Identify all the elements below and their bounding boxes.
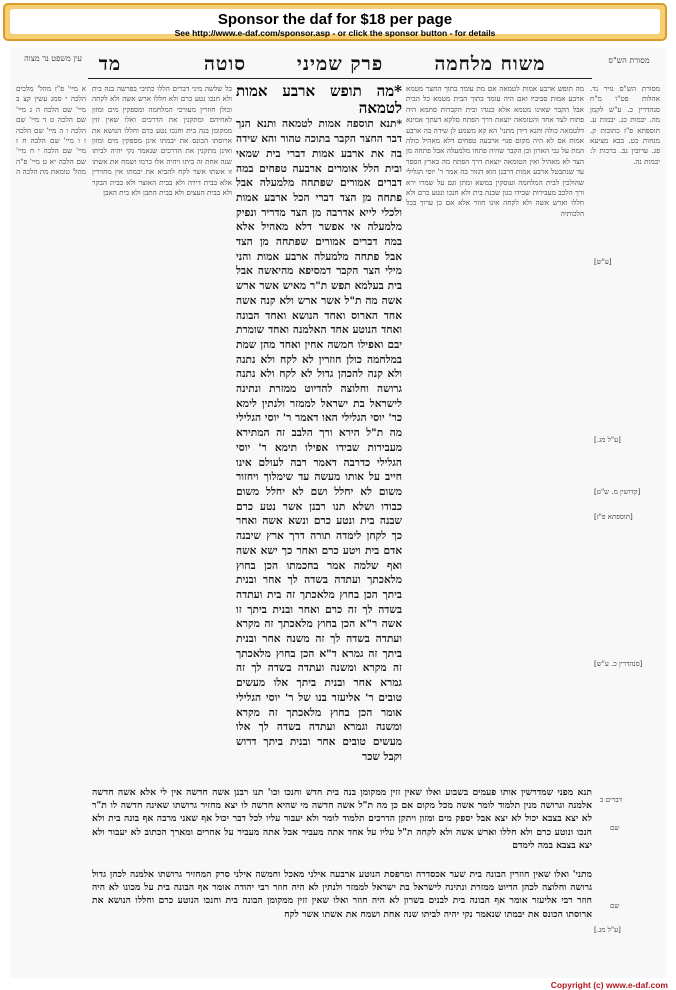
page-number: מד (98, 53, 122, 75)
gemara-column (236, 84, 402, 784)
sponsor-banner-title[interactable]: Sponsor the daf for $18 per page (217, 11, 453, 28)
masoret-heading: מסורת הש"ס (608, 56, 650, 65)
tosafot-column (92, 84, 232, 846)
talmud-page (10, 48, 666, 978)
tractate-name: סוטה (203, 53, 247, 75)
masoret-column (590, 84, 660, 864)
sponsor-banner[interactable] (3, 3, 667, 41)
ein-mishpat-column (16, 84, 86, 864)
margin-note: דברים כ (600, 796, 623, 804)
margin-note: [סנהדרין כ. ע"ש] (594, 660, 643, 668)
bottom-gemara-text: תנא מפני שמדרשין אותו פעמים בשבוע ואלו שאין זזין ממקומן בנה בית חדש וחנכו וכו' תנו רבנן אשה חדשה אין לי אלא אשה חדשה אלמנה וגרושה מנין תלמוד לומר אשה מכל מקום אם כן מה ת"ל אשה חדשה מי שהיא חדשה לו יצא מחזיר גרושתו שאינה חדשה לו ת"ר לא יצא בצבא יכול לא יצא אבל יספק מים ומזון ויתקן הדרכים תלמוד לומר ולא יעבור עליו לכל דבר יכול אף שאני מרבה אף בונה בית ולא חנכו ונוטע כרם ולא חללו וארש אשה ולא לקחה ת"ל עליו על אחד אתה מעביר אבל אתה מעביר על אחרים ומארך הכתוב לא יעבור ולא יצא בצבא במה לימדם (92, 787, 592, 851)
margin-note: [תוספתא פ"ז] (594, 513, 633, 521)
chapter-number: פרק שמיני (296, 53, 384, 75)
bottom-mishnah (92, 868, 592, 972)
masoret-text: מסורת הש"ס נזיר נד. אהלות פט"ו מ"ח סנהדרין כ. ע"ש לקמן מה. יבמות כג. יבמות ע. תוספתא פ"ז כתובות ק. מנחות כט. בבא מציעא פג. ערובין נב. ברכות ל: יבמות נה. (590, 84, 660, 166)
margin-note: [קדושין מ. ש"ט] (594, 488, 641, 496)
bottom-mishnah-text: מתני' ואלו שאין חוזרין הבונה בית שער אכסדרה ומרפסת הנוטע ארבעה אילני מאכל וחמשה אילני סרק המחזיר גרושתו אלמנה לכהן גדול גרושה וחלוצה לכהן הדיוט ממזרת ונתינה לישראל בת ישראל לממזר ולנתין לא היה חוזר רבי יהודה אומר אף הבונה בית על מכונו לא היה חוזר רבי אליעזר אומר אף הבונה בית לבנים בשרון לא היה חוזר ואלו שאין זזין ממקומן הבונה בית וחנכו הנוטע כרם וחללו הנושא את ארוסתו הכונס את יבמתו שנאמר נקי יהיה לביתו שנה אחת ושמח את אשתו אשר לקח (92, 869, 592, 920)
margin-note: [ע"ל מג.] (594, 436, 621, 444)
sponsor-banner-subtitle[interactable]: See http://www.e-daf.com/sponsor.asp - or click the sponsor button - for details (174, 28, 496, 38)
ein-mishpat-text: א מיי' פ"ז מהל' מלכים הלכה י סמג עשין קצ ב מיי' שם הלכה ה ג מיי' שם הלכה ט ד מיי' שם הלכה ו ה מיי' שם הלכה ז ו מיי' שם הלכה ח ז מיי' שם הלכה י ח מיי' שם הלכה יא ט מיי' פ"ה מהל' טומאת מת הלכה ה (16, 84, 86, 177)
margin-note: [ע"ל מג.] (594, 926, 621, 934)
gemara-opening: *מה תופש ארבע אמות לטמאה (236, 84, 402, 117)
chapter-name: משוח מלחמה (434, 53, 546, 75)
ein-mishpat-heading: עין משפט נר מצוה (24, 54, 82, 63)
margin-note: שם (610, 824, 620, 832)
header-rule (88, 78, 592, 79)
sponsor-banner-inner[interactable] (10, 9, 660, 38)
rashi-column (406, 84, 584, 846)
rashi-text: מה תופש ארבע אמות לטמאה אם מת עומד בתוך החצר מטמא ארבע אמות סביביו ואם היה עומד בתוך הבית מטמא כל הבית אבל הקבר שאינו מטמא אלא כנגדו ובית הקברות סתמא היה פתוח לצד אחד והטומאה יוצאת דרך הפתח סלקא דעתך אמינא דלטמאה כולה ותנא דידן מתני' הא קא משמע לן שידה בה ארבע אמות אם לא היה מקום פנוי ארבעה טפחים דלא מאהיל כולה המת על גבי הארון וכן הקבר שהיה פתחו מלמעלה אבל פתחה מן הצד לא מאהיל ואין הטומאה יוצאת דרך הפתח מה בארץ הספר עד שנתבטל ארבע אמות דרבנן הוא דגזור בה אמר ר' יוסי הגלילי שהולכין לבית המלחמה ועוסקין במשא ומתן וגם על שמרו ירא ורך הלבב מעבירות שבידו כגון שבנה בית ולא חנכו ונטע כרם ולא חללו וארש אשה ולא לקחה אינו חוזר אלא אם כן ערוך בכל הלכותיה (406, 84, 584, 218)
gemara-text: *תנא תוספה אמות לטמאה ותנא הנך דבר החצר הקבר בתוכה טהור והא שידה בה את ארבע אמות דברי בית שמאי ובית הלל אומרים ארבעה טפחים במה דברים אמורים שפתחה מלמעלה אבל פתחה מן הצד דברי הכל ארבע אמות ולכלי לייא אדרבה מן הצד מדריר ונפיק מלמעלה אי אפשר דלא מאהיל אלא במה דברים אמורים שפתחה מן הצד אבל פתחה מלמעלה ארבע אמות והני מילי הצר הקבר דמסיפא מהיאשה אבל בית בעלמא תפש ת"ר מאיש אשר ארש אשה מה ת"ל אשר ארש ולא קנה אשה אחד הארוס ואחד הנושא ואחד הבונה ואחד הנוטע אחד האלמנה ואחד שומרת יבם ואפילו חמשה אחין ואחד מהן שמת במלחמה כולן חוזרין לא לקח ולא נתנה ולא קנה להכהן גדול לא לקח ולא נתנה גרושה וחלוצה להדיוט ממזרת ונתינה לישראל בת ישראל לממזר ולנתין לימא כר' יוסי הגלילי האו דאמר ר' יוסי הגלילי מה ת"ל הירא ורך הלבב זה המתירא מעבירות שבידו אפילו תימא ר' יוסי הגלילי כדרבה דאמר רבה לעולם אינו חייב על אותו מעשה עד שימלוך ויחזור משום לא יחלל ושם לא יחלל משום כבודו ושלא תנו רבנן אשר נטע כרם שבנה בית ונטע כרם ונשא אשה ואחר כך לקחן לימדה תורה דרך ארץ שיבנה אדם בית ויטע כרם ואחר כך ישא אשה ואף שלמה אמר בחכמתו הכן בחוץ מלאכתך ועתדה בשדה לך אחר ובנית ביתך הכן בחוץ מלאכתך זה בית ועתדה בשדה לך זה כרם ואחר ובנית ביתך זו אשה ר"א הכן בחוץ מלאכתך זה מקרא ועתדה בשדה לך זה משנה אחר ובנית ביתך זה גמרא ד"א הכן בחוץ מלאכתך זה מקרא ומשנה ועתדה בשדה לך זה גמרא אחר ובנית ביתך אלו מעשים טובים ר' אליעזר בנו של ר' יוסי הגלילי אומר הכן בחוץ מלאכתך זה מקרא ומשנה וגמרא ועתדה בשדה לך אלו מעשים טובים אחר ובנית ביתך דרוש וקבל שכר (236, 118, 402, 763)
tosafot-text: כל שלשה מיני דברים הללו כתיבי בפרשה בנה בית ולא חנכו נטע כרם ולא חללו ארש אשה ולא לקחה וכולן חוזרין מעורכי המלחמה ומספקין מים ומזון לאחיהם ומתקנין את הדרכים ואלו שאין זזין ממקומן בנה בית וחנכו נטע כרם וחללו הנושא את ארוסתו הכונס את יבמתו אינן מספקין מים ומזון ואינן מתקנין את הדרכים שנאמר נקי יהיה לביתו שנה אחת זה ביתו ויהיה אלו כרמו ושמח את אשתו זו אשתו אשר לקח להביא את יבמתו אין מחזירין אלא בבית דירה ולא בבית האוצר ולא בבית הבקר ולא בבית העצים ולא בבית התבן ולא בית האבן (92, 84, 232, 198)
copyright-link[interactable]: Copyright (c) www.e-daf.com (550, 980, 668, 990)
margin-note: [ע"ש] (594, 258, 612, 266)
margin-note: שם (610, 902, 620, 910)
bottom-gemara (92, 786, 592, 866)
